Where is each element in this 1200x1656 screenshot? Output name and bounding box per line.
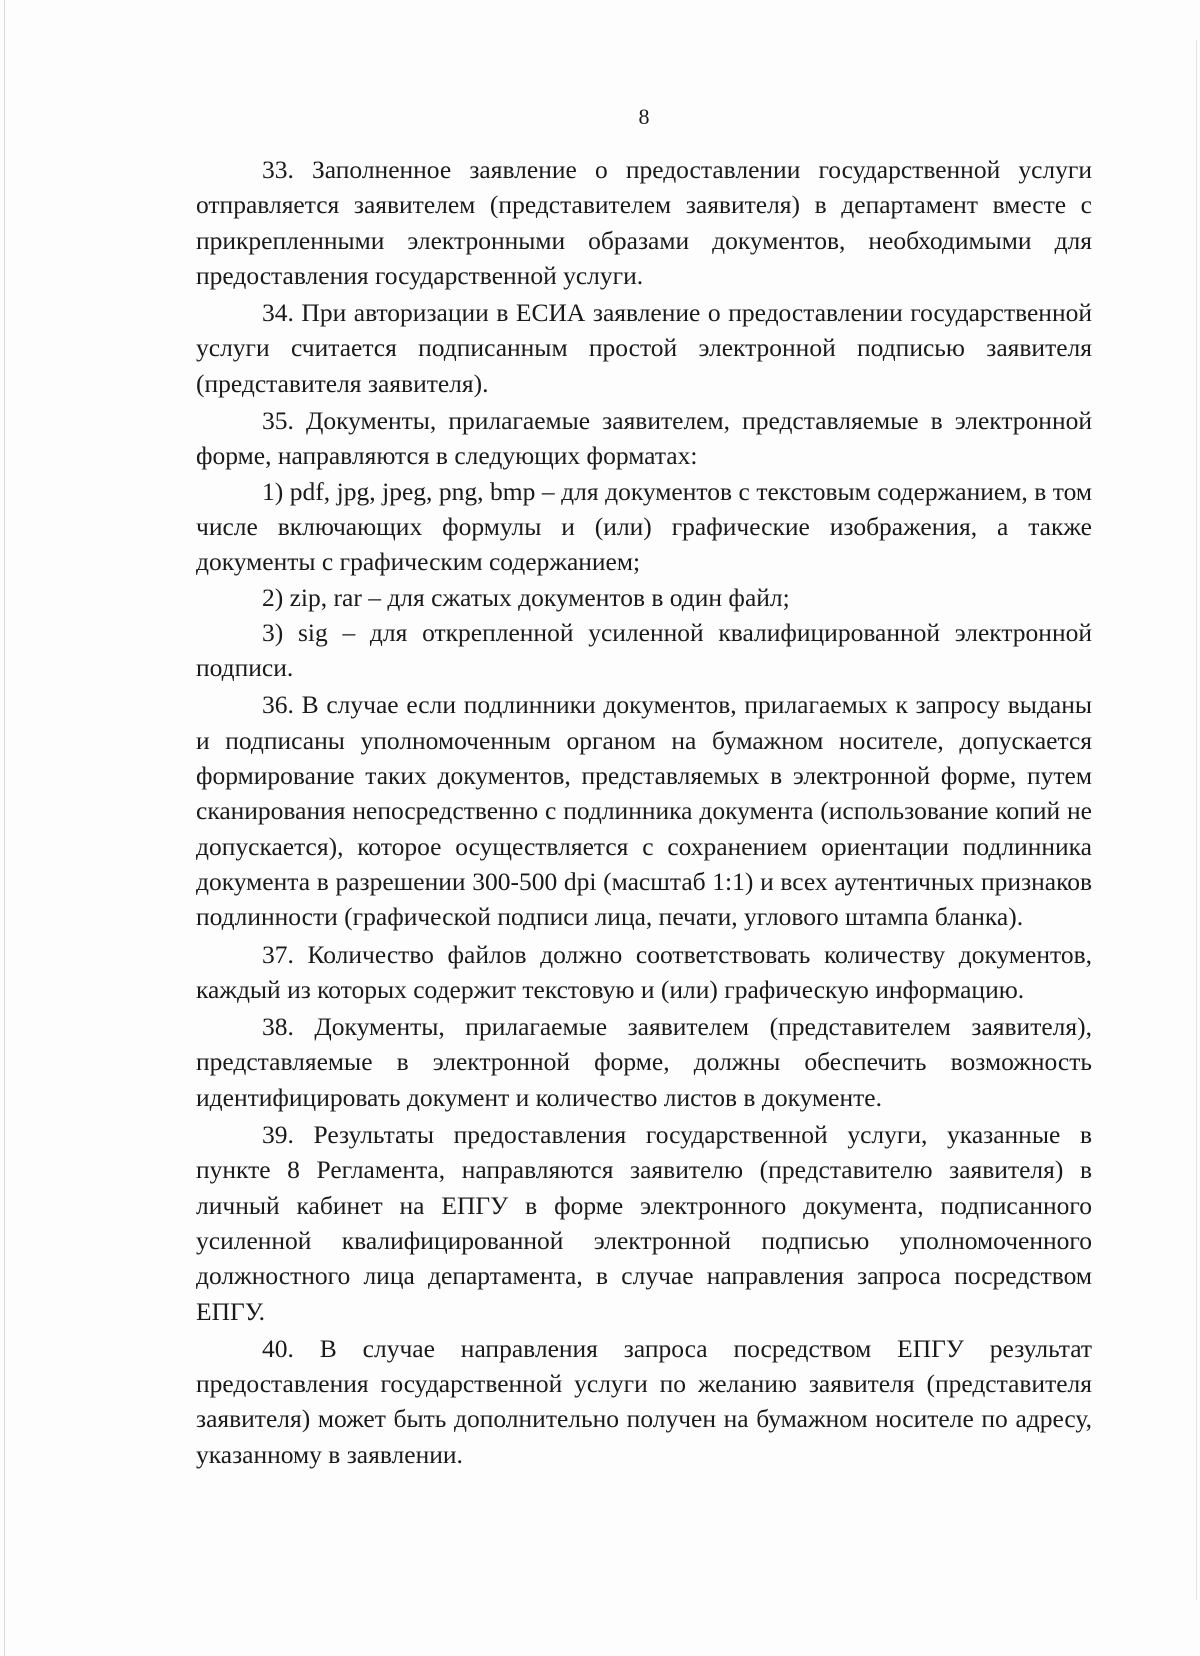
paragraph-33: 33. Заполненное заявление о предоставлении государственной услуги отправляется заявителем (представителем заявителя) в департамент вместе с прикрепленными электронными образами документов, необходимыми для предоставления государственной услуги. [196, 155, 1092, 290]
scan-edge-right [1196, 40, 1197, 1600]
paragraph-36: 36. В случае если подлинники документов, прилагаемых к запросу выданы и подписаны уполномоченным органом на бумажном носителе, допускается формирование таких документов, представляемых в электронной форме, путем сканирования непосредственно с подлинника документа (использование копий не допускается), которое осуществляется с сохранением ориентации подлинника документа в разрешении 300-500 dpi (масштаб 1:1) и всех аутентичных признаков подлинности (графической подписи лица, печати, углового штампа бланка). [196, 690, 1092, 932]
list-item-formats-3: 3) sig – для открепленной усиленной квалифицированной электронной подписи. [196, 617, 1092, 683]
paragraph-34: 34. При авторизации в ЕСИА заявление о предоставлении государственной услуги считается подписанным простой электронной подписью заявителя (представителя заявителя). [196, 298, 1092, 398]
paragraph-38: 38. Документы, прилагаемые заявителем (представителем заявителя), представляемые в электронной форме, должны обеспечить возможность идентифицировать документ и количество листов в документе. [196, 1012, 1092, 1112]
paragraph-40: 40. В случае направления запроса посредством ЕПГУ результат предоставления государственной услуги по желанию заявителя (представителя заявителя) может быть дополнительно получен на бумажном носителе по адресу, указанному в заявлении. [196, 1333, 1092, 1469]
list-item-formats-2: 2) zip, rar – для сжатых документов в один файл; [262, 582, 790, 612]
list-item-formats-1: 1) pdf, jpg, jpeg, png, bmp – для документов с текстовым содержанием, в том числе включающих формулы и (или) графические изображения, а также документы с графическим содержанием; [196, 476, 1092, 577]
page-number: 8 [638, 104, 650, 129]
paragraph-37: 37. Количество файлов должно соответствовать количеству документов, каждый из которых содержит текстовую и (или) графическую информацию. [196, 939, 1092, 1004]
document-body [196, 152, 1092, 1472]
paragraph-39: 39. Результаты предоставления государственной услуги, указанные в пункте 8 Регламента, направляются заявителю (представителю заявителя) в личный кабинет на ЕПГУ в форме электронного документа, подписанного усиленной квалифицированной электронной подписью уполномоченного должностного лица департамента, в случае направления запроса посредством ЕПГУ. [196, 1120, 1092, 1326]
scan-edge-left [4, 0, 5, 1656]
paragraph-35: 35. Документы, прилагаемые заявителем, представляемые в электронной форме, направляются в следующих форматах: [196, 406, 1092, 471]
